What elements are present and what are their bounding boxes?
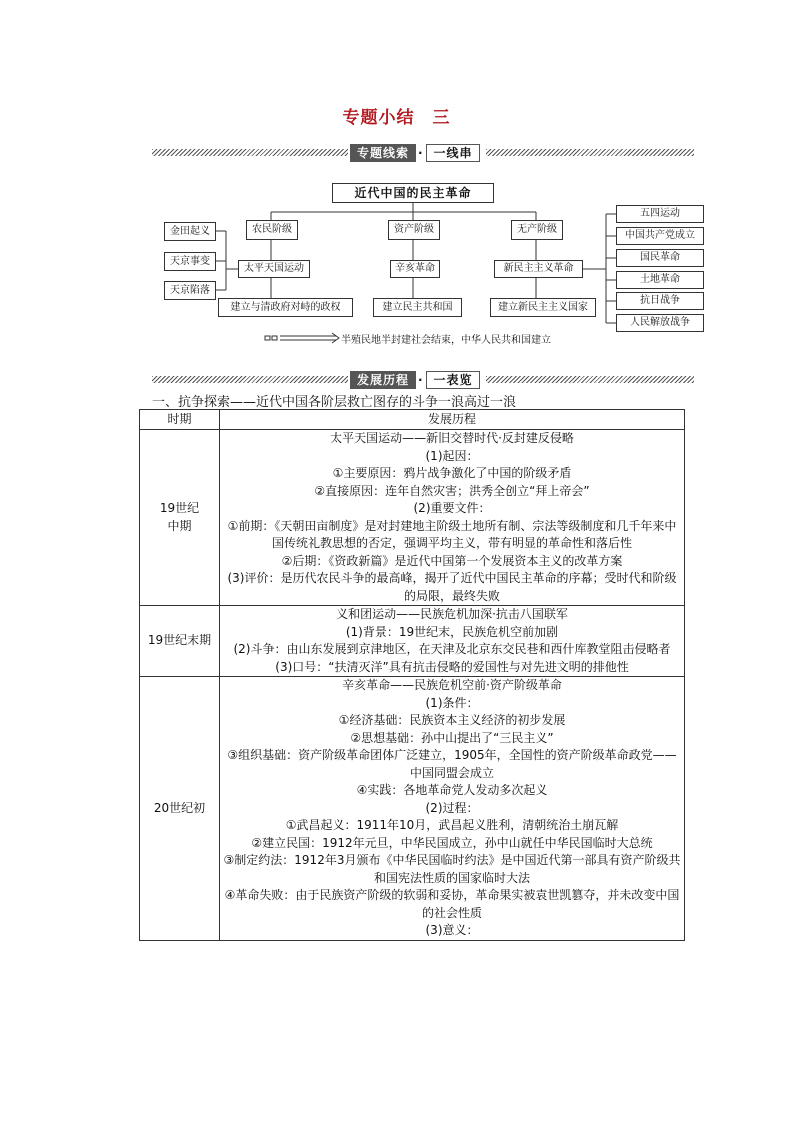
period-cell	[140, 677, 220, 941]
history-cell	[220, 677, 685, 941]
table-header-row	[140, 410, 685, 430]
banner-clue-tag: 一线串	[426, 144, 480, 162]
history-line: ②思想基础：孙中山提出了“三民主义”	[350, 730, 554, 745]
history-line: (2)过程：	[425, 800, 479, 815]
event-tianjing-incident: 天京事变	[164, 252, 216, 271]
header-history: 发展历程	[220, 410, 685, 430]
history-line: ①武昌起义：1911年10月，武昌起义胜利，清朝统治土崩瓦解	[285, 818, 619, 832]
class-bourgeoisie: 资产阶级	[388, 220, 440, 240]
history-line: ①主要原因：鸦片战争激化了中国的阶级矛盾	[332, 466, 572, 480]
banner-history-label: 发展历程	[350, 371, 416, 389]
history-line: 辛亥革命——民族危机空前·资产阶级革命	[342, 678, 562, 692]
diagram-root: 近代中国的民主革命	[332, 183, 494, 203]
header-period: 时期	[140, 410, 220, 430]
result-xinhai: 建立民主共和国	[373, 298, 462, 317]
history-line: ③制定约法：1912年3月颁布《中华民国临时约法》是中国近代第一部具有资产阶级共和国宪法性质的国家临时大法	[223, 853, 681, 885]
period-text: 19世纪	[159, 501, 200, 515]
period-text: 19世纪末期	[147, 633, 212, 648]
class-proletariat: 无产阶级	[511, 220, 563, 240]
development-table	[139, 409, 685, 941]
movement-xinhai: 辛亥革命	[390, 260, 440, 278]
section-banner-history	[152, 371, 694, 389]
movement-taiping: 太平天国运动	[238, 260, 310, 278]
period-text: 20世纪初	[153, 800, 206, 815]
history-cell	[220, 606, 685, 677]
history-line: (1)背景：19世纪末，民族危机空前加剧	[345, 624, 559, 639]
event-jintian: 金田起义	[164, 222, 216, 241]
history-line: ③组织基础：资产阶级革命团体广泛建立，1905年，全国性的资产阶级革命政党——中国同盟会成立	[227, 748, 677, 780]
period-text: 中期	[167, 518, 192, 533]
class-peasant: 农民阶级	[246, 220, 298, 240]
section-heading: 一、抗争探索——近代中国各阶层救亡图存的斗争一浪高过一浪	[152, 395, 517, 410]
event-ccp-founded: 中国共产党成立	[616, 227, 704, 245]
history-line: 义和团运动——民族危机加深·抗击八国联军	[336, 607, 568, 621]
event-land-revolution: 土地革命	[616, 271, 704, 289]
history-line: 太平天国运动——新旧交替时代·反封建反侵略	[330, 431, 574, 445]
history-line: (1)起因：	[425, 448, 479, 463]
history-line: ④实践：各地革命党人发动多次起义	[356, 783, 548, 797]
history-line: ④革命失败：由于民族资产阶级的软弱和妥协，革命果实被袁世凯篡夺，并未改变中国的社会性质	[224, 888, 680, 920]
history-line: (1)条件：	[425, 695, 479, 710]
page-title: 专题小结 三	[342, 108, 451, 128]
history-line: ②建立民国：1912年元旦，中华民国成立，孙中山就任中华民国临时大总统	[251, 835, 653, 850]
history-line: ①经济基础：民族资本主义经济的初步发展	[338, 713, 566, 727]
event-may-fourth: 五四运动	[616, 205, 704, 223]
history-cell	[220, 430, 685, 606]
period-cell	[140, 606, 220, 677]
event-anti-japanese-war: 抗日战争	[616, 292, 704, 310]
result-new-democratic: 建立新民主主义国家	[490, 298, 596, 317]
event-liberation-war: 人民解放战争	[616, 314, 704, 332]
history-line: (3)意义：	[425, 923, 479, 937]
banner-clue-label: 专题线索	[350, 144, 416, 162]
table-row	[140, 430, 685, 606]
result-taiping: 建立与清政府对峙的政权	[218, 298, 353, 317]
diagram-outcome: 半殖民地半封建社会结束，中华人民共和国建立	[341, 335, 551, 346]
banner-clue-dot: ·	[418, 146, 423, 160]
history-line: (3)口号：“扶清灭洋”具有抗击侵略的爱国性与对先进文明的排他性	[275, 659, 629, 674]
history-line: ②直接原因：连年自然灾害；洪秀全创立“拜上帝会”	[314, 483, 590, 498]
period-cell	[140, 430, 220, 606]
event-national-revolution: 国民革命	[616, 249, 704, 267]
table-row	[140, 677, 685, 941]
history-line: (2)斗争：由山东发展到京津地区，在天津及北京东交民巷和西什库教堂阻击侵略者	[233, 642, 671, 656]
history-line: (2)重要文件：	[413, 501, 491, 515]
banner-history-dot: ·	[418, 373, 423, 387]
banner-history-tag: 一表览	[426, 371, 480, 389]
table-row	[140, 606, 685, 677]
history-line: ①前期：《天朝田亩制度》是对封建地主阶级土地所有制、宗法等级制度和几千年来中国传统礼教思想的否定，强调平均主义，带有明显的革命性和落后性	[227, 518, 677, 550]
movement-new-democratic: 新民主主义革命	[494, 260, 583, 278]
history-line: ②后期：《资政新篇》是近代中国第一个发展资本主义的改革方案	[281, 553, 623, 568]
history-line: (3)评价：是历代农民斗争的最高峰，揭开了近代中国民主革命的序幕；受时代和阶级的局限，最终失败	[227, 571, 677, 603]
event-tianjing-fall: 天京陷落	[164, 281, 216, 300]
